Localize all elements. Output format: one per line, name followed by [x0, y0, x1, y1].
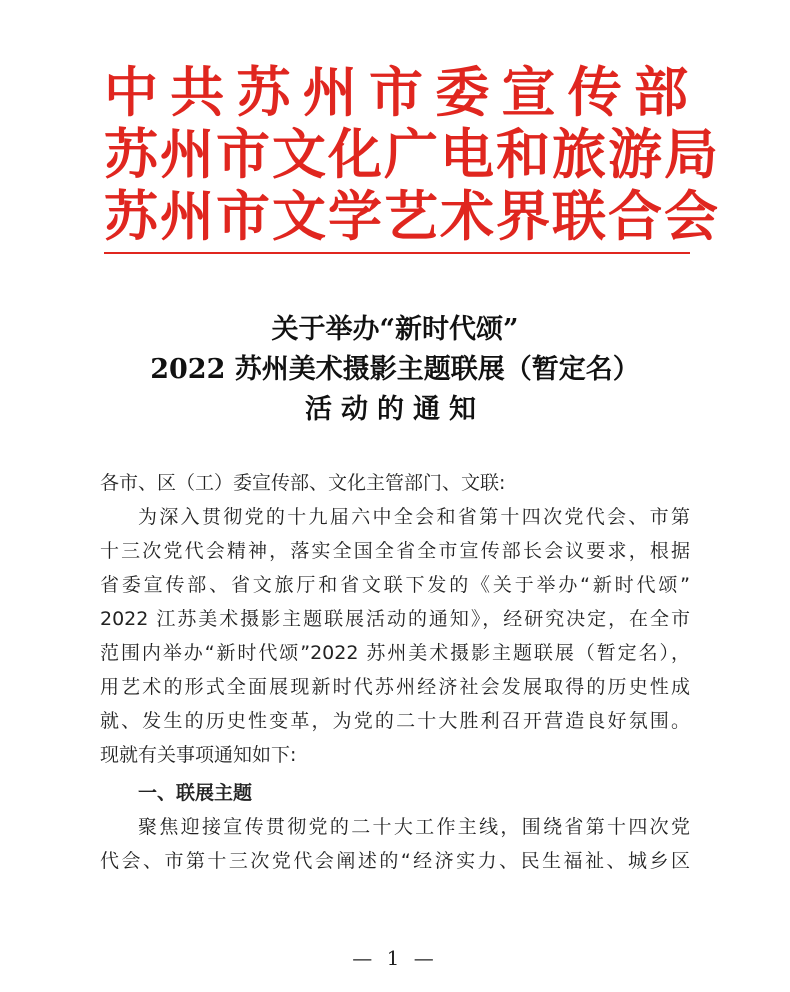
paragraph-theme	[100, 810, 690, 878]
paragraph-line: 省委宣传部、省文旅厅和省文联下发的《关于举办“新时代颂”	[100, 574, 690, 596]
paragraph-line: 代会、市第十三次党代会阐述的“经济实力、民生福祉、城乡区	[100, 850, 690, 872]
salutation: 各市、区（工）委宣传部、文化主管部门、文联:	[100, 472, 506, 494]
red-divider-line	[104, 252, 690, 254]
title-line-2: 2022 苏州美术摄影主题联展（暂定名）	[150, 354, 640, 385]
paragraph-intro	[100, 500, 690, 772]
paragraph-line: 十三次党代会精神，落实全国全省全市宣传部长会议要求，根据	[100, 540, 690, 562]
page-number: — 1 —	[352, 946, 438, 970]
paragraph-line: 现就有关事项通知如下:	[100, 744, 297, 766]
paragraph-line: 就、发生的历史性变革，为党的二十大胜利召开营造良好氛围。	[100, 710, 690, 732]
document-body	[100, 466, 690, 878]
section-heading-theme: 一、联展主题	[138, 782, 253, 804]
issuer-line-3: 苏州市文学艺术界联合会	[104, 185, 720, 248]
paragraph-line: 聚焦迎接宣传贯彻党的二十大工作主线，围绕省第十四次党	[138, 816, 690, 838]
paragraph-line: 2022 江苏美术摄影主题联展活动的通知》，经研究决定，在全市	[100, 608, 690, 630]
paragraph-line: 用艺术的形式全面展现新时代苏州经济社会发展取得的历史性成	[100, 676, 690, 698]
issuer-line-2: 苏州市文化广电和旅游局	[104, 123, 720, 186]
title-line-1: 关于举办“新时代颂”	[271, 314, 519, 345]
paragraph-line: 范围内举办“新时代颂”2022 苏州美术摄影主题联展（暂定名），	[100, 642, 690, 664]
issuing-authority-header	[104, 61, 720, 248]
issuer-line-1: 中共苏州市委宣传部	[104, 61, 690, 124]
title-line-3: 活动的通知	[305, 394, 485, 425]
document-title	[0, 310, 790, 430]
paragraph-line: 为深入贯彻党的十九届六中全会和省第十四次党代会、市第	[138, 506, 690, 528]
